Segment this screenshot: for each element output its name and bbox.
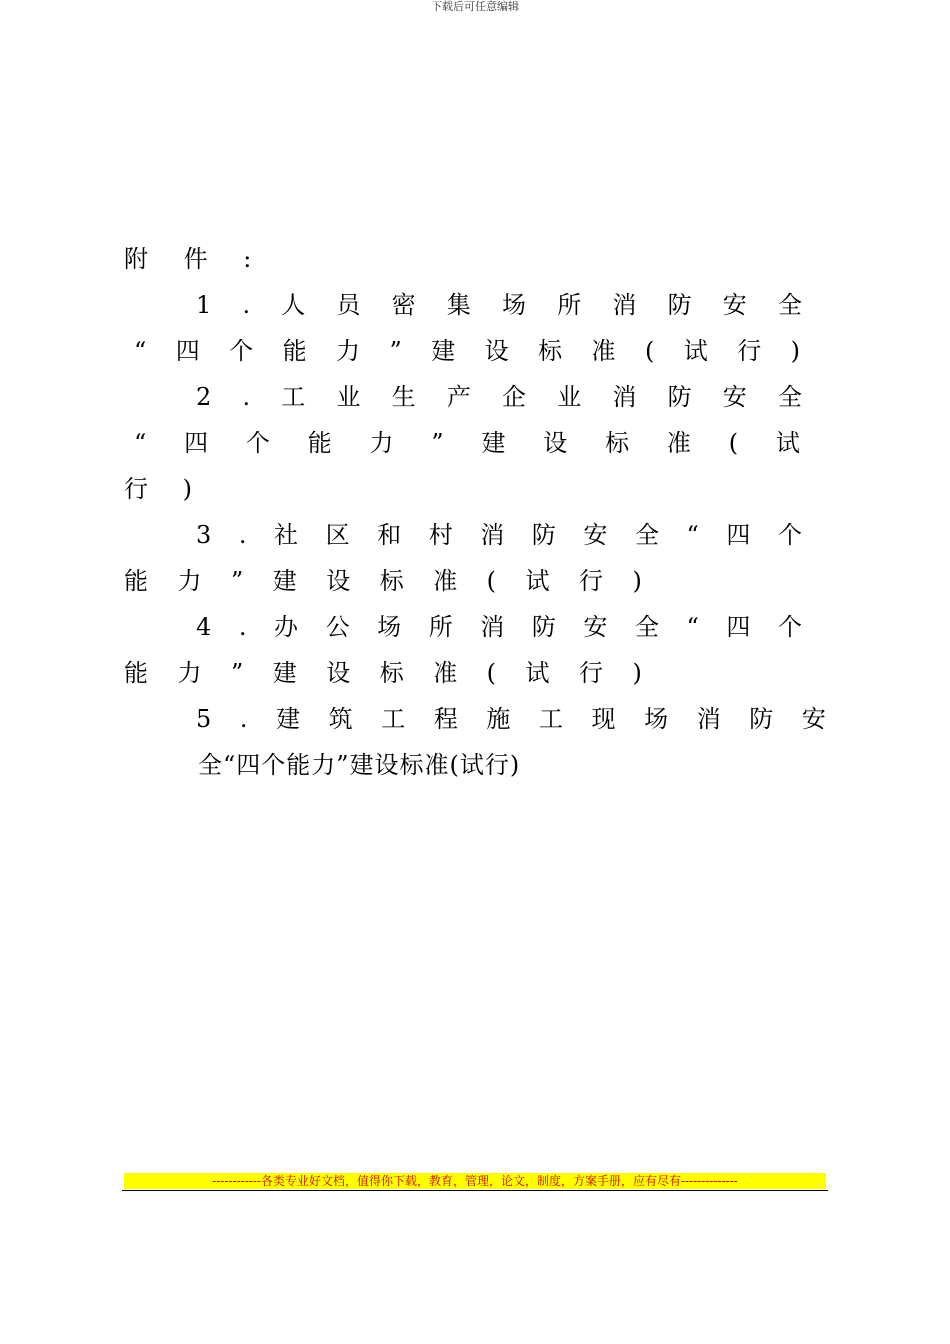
attachment-item-4-line-1 xyxy=(196,611,802,643)
line-char: 全 xyxy=(777,383,802,411)
line-char: “ xyxy=(686,613,699,641)
line-char: 建 xyxy=(481,429,506,457)
attachment-item-2-line-1 xyxy=(196,381,802,413)
line-char: 全 xyxy=(777,291,802,319)
line-char: ” xyxy=(230,567,244,595)
line-char: 场 xyxy=(377,613,402,641)
line-char: . xyxy=(242,383,251,411)
line-char: ) xyxy=(182,475,192,503)
line-char: 个 xyxy=(777,613,802,641)
line-char: 办 xyxy=(274,613,299,641)
line-char: 5 xyxy=(196,705,212,733)
line-char: 四 xyxy=(726,521,751,549)
line-char: ( xyxy=(644,337,655,365)
line-char: . xyxy=(239,705,248,733)
line-char: 施 xyxy=(486,705,511,733)
attachment-item-5-line-2-text: 全“四个能力”建设标准(试行) xyxy=(198,751,521,779)
line-char: 社 xyxy=(274,521,299,549)
footer-rule xyxy=(122,1190,828,1191)
attachment-item-3-line-2 xyxy=(124,565,642,597)
line-char: 集 xyxy=(446,291,471,319)
line-char: 1 xyxy=(196,291,212,319)
line-char: 四 xyxy=(175,337,200,365)
line-char: 个 xyxy=(245,429,270,457)
line-char: 2 xyxy=(196,383,212,411)
line-char: 标 xyxy=(538,337,563,365)
line-char: 力 xyxy=(177,567,202,595)
line-char: 工 xyxy=(381,705,406,733)
line-char: 能 xyxy=(307,429,332,457)
line-char: 设 xyxy=(326,567,351,595)
line-char: 全 xyxy=(634,613,659,641)
line-char: 企 xyxy=(502,383,527,411)
line-char: 消 xyxy=(480,613,505,641)
line-char: 试 xyxy=(683,337,708,365)
line-char: 现 xyxy=(591,705,616,733)
line-char: 行 xyxy=(579,659,604,687)
line-char: 场 xyxy=(644,705,669,733)
line-char: . xyxy=(242,291,251,319)
line-char: ) xyxy=(632,567,642,595)
line-char: “ xyxy=(686,521,699,549)
line-char: 3 xyxy=(196,521,212,549)
line-char: 四 xyxy=(184,429,209,457)
line-char: . xyxy=(238,521,247,549)
line-char: 消 xyxy=(612,383,637,411)
line-char: 试 xyxy=(525,659,550,687)
attachment-item-3-line-1 xyxy=(196,519,802,551)
line-char: 准 xyxy=(591,337,616,365)
footer-banner: ------------各类专业好文档，值得你下载，教育，管理，论文，制度，方案手册，应有尽有-------------- xyxy=(124,1173,826,1189)
line-char: 建 xyxy=(272,567,297,595)
line-char: 试 xyxy=(525,567,550,595)
line-char: 行 xyxy=(124,475,148,503)
line-char: 密 xyxy=(391,291,416,319)
line-char: 准 xyxy=(433,567,458,595)
line-char: 建 xyxy=(272,659,297,687)
attachment-item-5-line-1 xyxy=(196,703,826,735)
line-char: 和 xyxy=(377,521,402,549)
line-char: ) xyxy=(790,337,800,365)
line-char: 准 xyxy=(433,659,458,687)
line-char: 消 xyxy=(612,291,637,319)
title-text: 附 件 : xyxy=(124,245,266,273)
line-char: 产 xyxy=(446,383,471,411)
line-char: 人 xyxy=(281,291,306,319)
line-char: 设 xyxy=(326,659,351,687)
line-char: 业 xyxy=(336,383,361,411)
line-char: 能 xyxy=(124,567,148,595)
line-char: 防 xyxy=(749,705,774,733)
line-char: 工 xyxy=(281,383,306,411)
line-char: 四 xyxy=(726,613,751,641)
line-char: 试 xyxy=(775,429,800,457)
line-char: 设 xyxy=(543,429,568,457)
line-char: 力 xyxy=(336,337,361,365)
line-char: 村 xyxy=(428,521,453,549)
line-char: 准 xyxy=(666,429,691,457)
line-char: 能 xyxy=(124,659,148,687)
line-char: 安 xyxy=(583,613,608,641)
line-char: 防 xyxy=(667,291,692,319)
line-char: 安 xyxy=(722,291,747,319)
attachment-item-1-line-1 xyxy=(196,289,802,321)
line-char: 行 xyxy=(579,567,604,595)
line-char: 防 xyxy=(667,383,692,411)
line-char: 标 xyxy=(379,659,404,687)
line-char: ( xyxy=(728,429,739,457)
line-char: 区 xyxy=(325,521,350,549)
line-char: “ xyxy=(134,429,147,457)
line-char: 消 xyxy=(696,705,721,733)
line-char: 个 xyxy=(229,337,254,365)
attachment-item-2-line-3 xyxy=(124,473,192,505)
line-char: 防 xyxy=(531,521,556,549)
line-char: 程 xyxy=(433,705,458,733)
line-char: 能 xyxy=(282,337,307,365)
line-char: 业 xyxy=(557,383,582,411)
line-char: 4 xyxy=(196,613,212,641)
line-char: 标 xyxy=(605,429,630,457)
line-char: 员 xyxy=(336,291,361,319)
line-char: 安 xyxy=(583,521,608,549)
line-char: 生 xyxy=(391,383,416,411)
line-char: 所 xyxy=(428,613,453,641)
line-char: 安 xyxy=(722,383,747,411)
attachment-item-2-line-2 xyxy=(134,427,800,459)
attachment-item-5-line-2 xyxy=(198,749,578,781)
line-char: ) xyxy=(632,659,642,687)
line-char: 筑 xyxy=(328,705,353,733)
line-char: 个 xyxy=(777,521,802,549)
line-char: ” xyxy=(431,429,444,457)
line-char: ” xyxy=(389,337,402,365)
line-char: 建 xyxy=(431,337,456,365)
line-char: 力 xyxy=(177,659,202,687)
line-char: 设 xyxy=(484,337,509,365)
page-header: 下载后可任意编辑 xyxy=(431,0,519,13)
line-char: ( xyxy=(486,659,497,687)
line-char: 标 xyxy=(379,567,404,595)
attachment-title xyxy=(124,243,266,275)
line-char: 安 xyxy=(801,705,826,733)
line-char: 行 xyxy=(737,337,762,365)
line-char: 工 xyxy=(538,705,563,733)
line-char: 消 xyxy=(480,521,505,549)
line-char: 所 xyxy=(557,291,582,319)
line-char: 公 xyxy=(325,613,350,641)
line-char: ( xyxy=(486,567,497,595)
line-char: 力 xyxy=(369,429,394,457)
line-char: “ xyxy=(134,337,147,365)
line-char: 防 xyxy=(531,613,556,641)
line-char: 建 xyxy=(276,705,301,733)
line-char: ” xyxy=(230,659,244,687)
attachment-item-4-line-2 xyxy=(124,657,642,689)
line-char: 场 xyxy=(502,291,527,319)
line-char: 全 xyxy=(634,521,659,549)
line-char: . xyxy=(238,613,247,641)
attachment-item-1-line-2 xyxy=(134,335,800,367)
